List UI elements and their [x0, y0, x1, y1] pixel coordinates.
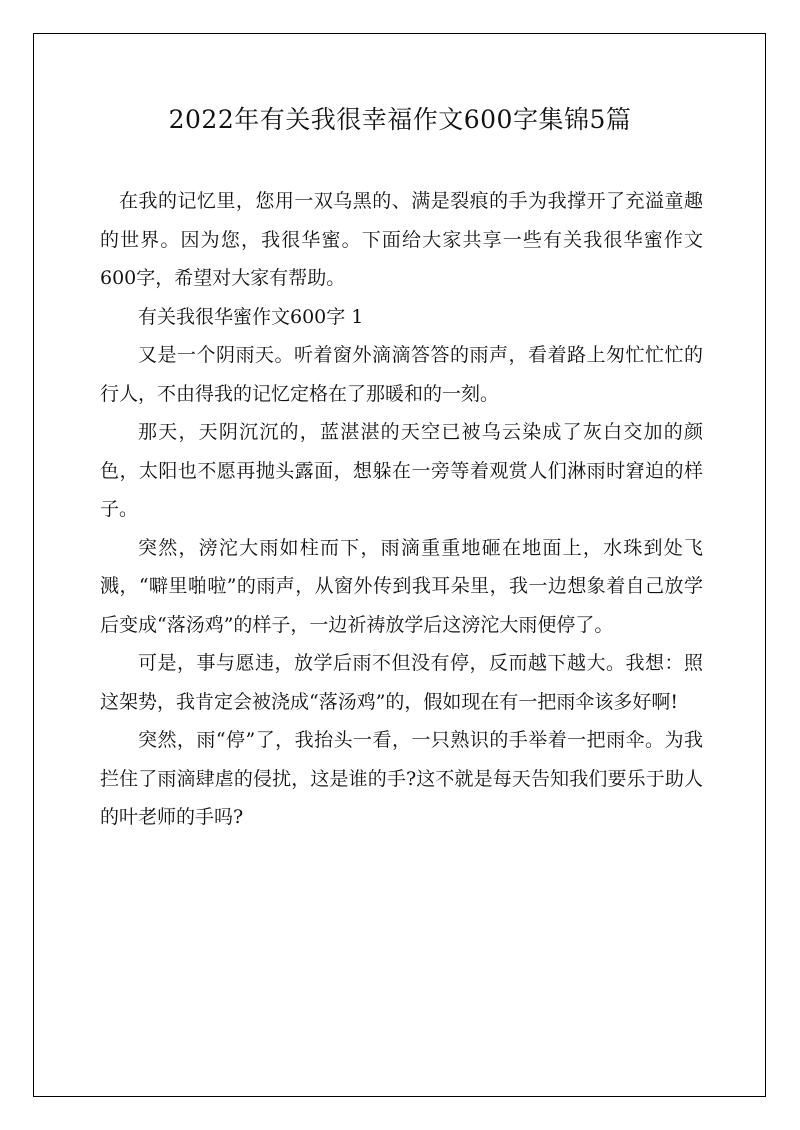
body-paragraph: 又是一个阴雨天。听着窗外滴滴答答的雨声，看着路上匆忙忙忙的行人，不由得我的记忆定格在了那暖和的一刻。 [100, 344, 703, 405]
body-paragraph: 可是，事与愿违，放学后雨不但没有停，反而越下越大。我想：照这架势，我肯定会被浇成“落汤鸡”的，假如现在有一把雨伞该多好啊! [100, 652, 703, 713]
section-heading: 有关我很华蜜作文600字 1 [138, 305, 364, 328]
body-paragraph: 那天，天阴沉沉的，蓝湛湛的天空已被乌云染成了灰白交加的颜色，太阳也不愿再抛头露面，想躲在一旁等着观赏人们淋雨时窘迫的样子。 [100, 421, 703, 520]
body-paragraph: 突然，滂沱大雨如柱而下，雨滴重重地砸在地面上，水珠到处飞溅，“噼里啪啦”的雨声，从窗外传到我耳朵里，我一边想象着自己放学后变成“落汤鸡”的样子，一边祈祷放学后这滂沱大雨便停了。 [100, 536, 703, 636]
document-title: 2022年有关我很幸福作文600字集锦5篇 [168, 105, 632, 134]
intro-paragraph: 在我的记忆里，您用一双乌黑的、满是裂痕的手为我撑开了充溢童趣的世界。因为您，我很华蜜。下面给大家共享一些有关我很华蜜作文600字，希望对大家有帮助。 [100, 190, 703, 289]
body-paragraph: 突然，雨“停”了，我抬头一看，一只熟识的手举着一把雨伞。为我拦住了雨滴肆虐的侵扰，这是谁的手?这不就是每天告知我们要乐于助人的叶老师的手吗? [100, 729, 703, 828]
document-body [100, 182, 703, 837]
